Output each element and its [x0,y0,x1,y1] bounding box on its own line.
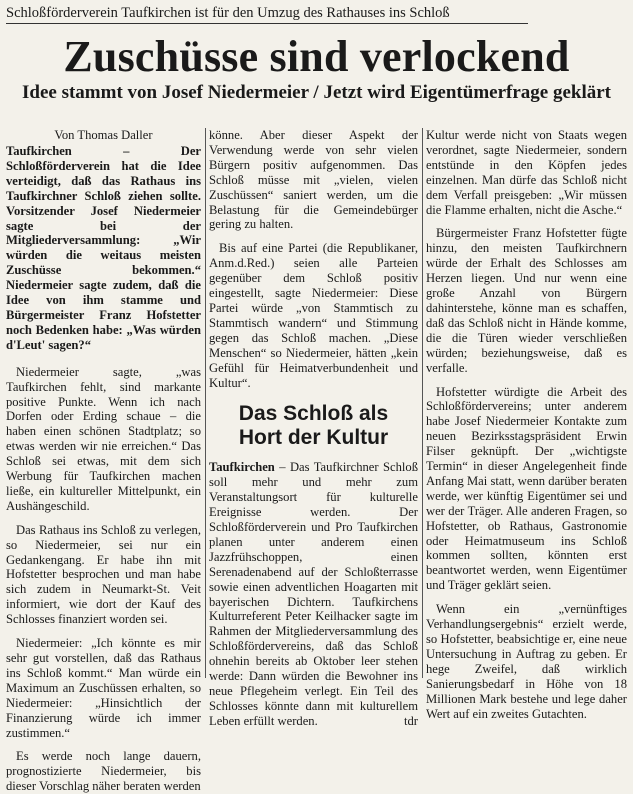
body-paragraph: Bis auf eine Partei (die Republikaner, Anm.d.Red.) seien alle Parteien gegenüber dem Schloß positiv eingestellt, sagte Niedermeier: Diese Partei würde „von Stammtisch zu Stammtisch wandern“ und Stimmung gegen das Schloß machen. „Diese Menschen“ so Niedermeier, hätten „kein Gefühl für Heimatverbundenheit und Kultur“. [209,241,418,390]
byline: Von Thomas Daller [54,128,153,142]
section-place: Taufkirchen [209,460,275,475]
headline: Zuschüsse sind verlockend [63,32,570,81]
body-paragraph: Bürgermeister Franz Hofstetter fügte hinzu, den meisten Taufkirchnern würde der Erhalt des Schlosses am Herzen liegen. Und nur wenn eine große Anzahl von Bürgern dahinterstehe, könne man es schaffen, daß das Schloß nicht in Hände komme, die die Türen wieder verschließen würden; beziehungsweise, daß es verfalle. [426,226,627,375]
body-paragraph: Wenn ein „vernünftiges Verhandlungsergebnis“ erzielt werde, so Hofstetter, beabsichtige er, eine neue Untersuchung in Auftrag zu geben. Er hege Zweifel, daß wirklich Sanierungsbedarf in Höhe von 18 Millionen Mark bestehe und lege daher Wert auf ein zweites Gutachten. [426,602,627,721]
column-divider [205,128,206,678]
body-paragraph: Das Rathaus ins Schloß zu verlegen, so Niedermeier, sei nur ein Gedankengang. Er habe ihn mit Hofstetter besprochen und man habe sich zudem in Neumarkt-St. Veit informiert, wie dort der Kauf des Schlosses finanziert worden sei. [6,522,201,627]
author-signature: tdr [404,713,418,728]
body-paragraph: könne. Aber dieser Aspekt der Verwendung werde von sehr vielen Bürgern positiv aufgenommen. Das Schloß müsse mit „vielen, vielen Zuschüssen“ saniert werden, um die Belastung für die Gemeindebürger gering zu halten. [209,128,418,232]
article-columns [6,128,627,794]
body-paragraph: Kultur werde nicht von Staats wegen verordnet, sagte Niedermeier, sondern entstünde in den Köpfen jedes einzelnen. Man dürfe das Schloß nicht dem Verfall preisgeben: „Wir müssen die Flamme erhalten, nicht die Asche.“ [426,128,627,217]
body-paragraph: Hofstetter würdigte die Arbeit des Schloßfördervereins; unter anderem habe Josef Niedermeier Kontakte zum neuen Bezirksstagspräsident Erwin Filser geknüpft. Der „wichtigste Termin“ in dieser Angelegenheit finde Anfang Mai statt, wenn darüber beraten werde, wer künftig Eigentümer sei und wer der Träger. Alle anderen Fragen, so Hofstetter, ob Rathaus, Gastronomie oder Heimatmuseum ins Schloß kommen sollten, könnten erst beantwortet werden, wenn Eigentümer und Träger geklärt seien. [426,384,627,593]
subheadline: Idee stammt von Josef Niedermeier / Jetzt wird Eigentümerfrage geklärt [22,82,611,103]
kicker-line: Schloßförderverein Taufkirchen ist für den Umzug des Rathauses ins Schloß [6,5,528,24]
lead-paragraph [6,144,201,353]
column-divider [422,128,423,678]
column-1 [6,128,201,794]
lead-text: – Der Schloßförderverein hat die Idee verteidigt, daß das Rathaus ins Taufkirchner Schloß ziehen sollte. Vorsitzender Josef Niedermeier sagte bei der Mitgliederversammlung: „Wir würden die weitaus meisten Zuschüsse bekommen.“ Niedermeier sagte zudem, daß die Idee von ihm stamme und Bürgermeister Franz Hofstetter noch Bedenken habe: „Was würden d'Leut' sagen?“ [6,144,201,352]
body-paragraph: Niedermeier sagte, „was Taufkirchen fehlt, sind markante positive Punkte. Wenn ich nach Dorfen oder Erding schaue – die haben einen schönen Stadtplatz; so etwas werden wir nie erreichen.“ Das Schloß sei etwas, mit dem sich Werbung für Taufkirchen machen ließe, ein kultureller Mittelpunkt, ein Aushängeschild. [6,364,201,513]
column-2 [209,128,418,728]
lead-place: Taufkirchen [6,144,72,158]
body-paragraph: Niedermeier: „Ich könnte es mir sehr gut vorstellen, daß das Rathaus ins Schloß kommt.“ Man würde ein Maximum an Zuschüssen erhalten, so Niedermeier: „Hinsichtlich der Finanzierung würde ich immer zustimmen.“ [6,636,201,740]
section-title [209,402,418,450]
column-3 [426,128,627,721]
section-paragraph [209,460,418,728]
section-title-line: Hort der Kultur [238,426,389,450]
body-paragraph: Es werde noch lange dauern, prognostizierte Niedermeier, bis dieser Vorschlag näher beraten werden [6,749,201,794]
section-title-line: Das Schloß als [238,402,389,426]
section-text: – Das Taufkirchner Schloß soll mehr und mehr zum Veranstaltungsort für kulturelle Ereignisse werden. Der Schloßförderverein und Pro Taufkirchen planen unter anderem einen Jazzfrühschoppen, einen Serenadenabend auf der Schloßterrasse sowie einen adventlichen Hoagarten mit bayerischen Dichtern. Taufkirchens Kulturreferent Peter Keilhacker sagte im Rahmen der Mitgliederversammlung des Schloßfördervereins, daß das Schloß ohnehin bereits ab Oktober leer stehen werde: Dann würden die Bewohner ins neue Pflegeheim verlegt. Ein Teil des Schlosses könnte dann mit kulturellem Leben erfüllt werden. [209,460,418,728]
